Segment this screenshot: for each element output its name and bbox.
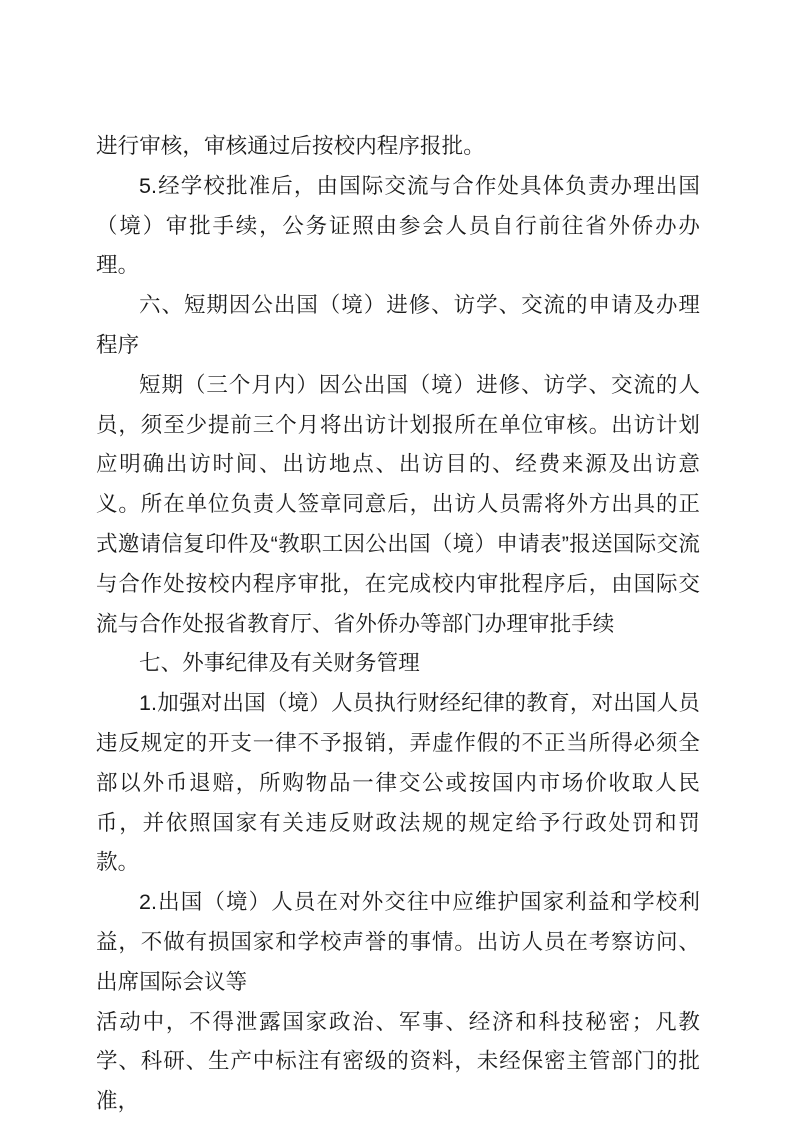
paragraph: 5.经学校批准后，由国际交流与合作处具体负责办理出国（境）审批手续，公务证照由参会人员自行前往省外侨办办理。 [96,173,700,278]
paragraph: 短期（三个月内）因公出国（境）进修、访学、交流的人员，须至少提前三个月将出访计划报所在单位审核。出访计划应明确出访时间、出访地点、出访目的、经费来源及出访意义。所在单位负责人签章同意后，出访人员需将外方出具的正式邀请信复印件及“教职工因公出国（境）申请表”报送国际交流与合作处按校内程序审批，在完成校内审批程序后，由国际交流与合作处报省教育厅、省外侨办等部门办理审批手续 [96,372,700,636]
document-body [96,127,700,1122]
paragraph: 进行审核，审核通过后按校内程序报批。 [96,134,485,158]
paragraph: 六、短期因公出国（境）进修、访学、交流的申请及办理程序 [96,293,700,357]
paragraph: 1.加强对出国（境）人员执行财经纪律的教育，对出国人员违反规定的开支一律不予报销，弄虚作假的不正当所得必须全部以外币退赔，所购物品一律交公或按国内市场价收取人民币，并依照国家有关违反财政法规的规定给予行政处罚和罚款。 [96,691,700,875]
paragraph: 活动中，不得泄露国家政治、军事、经济和科技秘密；凡教学、科研、生产中标注有密级的资料，未经保密主管部门的批准， [96,1009,700,1114]
paragraph: 七、外事纪律及有关财务管理 [139,651,420,676]
paragraph: 2.出国（境）人员在对外交往中应维护国家利益和学校利益，不做有损国家和学校声誉的事情。出访人员在考察访问、出席国际会议等 [96,890,700,994]
